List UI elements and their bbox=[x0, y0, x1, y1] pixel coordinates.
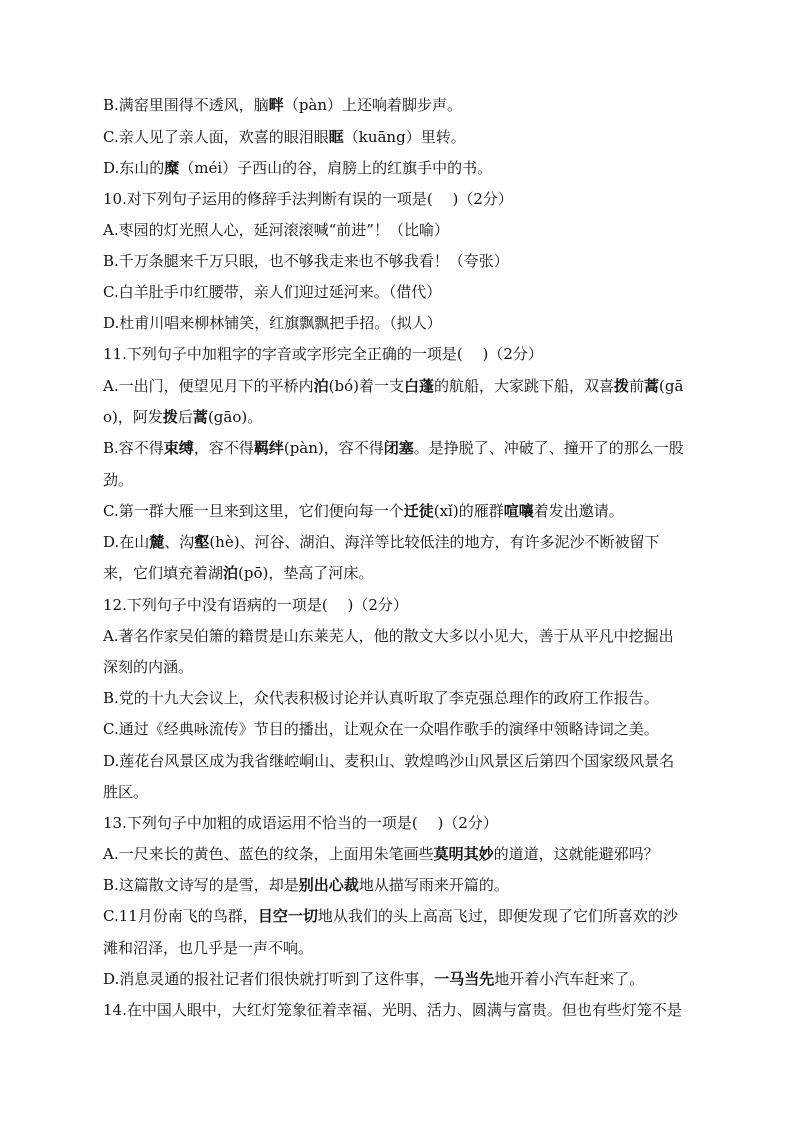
text-line: C.亲人见了亲人面，欢喜的眼泪眼眶（kuāng）里转。 bbox=[103, 128, 466, 146]
option-b-continued: 劲。 bbox=[103, 471, 134, 489]
text-line: B.满窑里围得不透风，脑畔（pàn）上还响着脚步声。 bbox=[103, 96, 463, 114]
option-d: D.杜甫川唱来柳林铺笑，红旗飘飘把手招。（拟人） bbox=[103, 314, 442, 332]
option-a: A.枣园的灯光照人心，延河滚滚喊“前进”！（比喻） bbox=[103, 221, 449, 239]
question-10-stem: 10.对下列句子运用的修辞手法判断有误的一项是( )（2分） bbox=[103, 190, 513, 208]
option-a: A.著名作家吴伯箫的籍贯是山东莱芜人，他的散文大多以小见大，善于从平凡中挖掘出 bbox=[103, 627, 674, 645]
question-11-stem: 11.下列句子中加粗字的字音或字形完全正确的一项是( )（2分） bbox=[103, 345, 543, 363]
text-line: D.东山的糜（méi）子西山的谷，肩膀上的红旗手中的书。 bbox=[103, 159, 493, 177]
option-a: A.一尺来长的黄色、蓝色的纹条，上面用朱笔画些莫明其妙的道道，这就能避邪吗？ bbox=[103, 845, 659, 863]
option-d: D.消息灵通的报社记者们很快就打听到了这件事，一马当先地开着小汽车赶来了。 bbox=[103, 970, 645, 988]
option-b: B.党的十九大会议上，众代表积极讨论并认真听取了李克强总理作的政府工作报告。 bbox=[103, 689, 659, 707]
question-12-stem: 12.下列句子中没有语病的一项是( )（2分） bbox=[103, 596, 408, 614]
option-b: B.这篇散文诗写的是雪，却是别出心裁地从描写雨来开篇的。 bbox=[103, 876, 509, 894]
option-a-continued: o)，阿发拨后蒿(gāo)。 bbox=[103, 408, 263, 426]
option-d-continued: 胜区。 bbox=[103, 783, 149, 801]
option-b: B.容不得束缚，容不得羁绊(pàn)，容不得闭塞。是挣脱了、冲破了、撞开了的那么一股 bbox=[103, 439, 684, 457]
option-a-continued: 深刻的内涵。 bbox=[103, 658, 194, 676]
option-c: C.第一群大雁一旦来到这里，它们便向每一个迁徒(xǐ)的雁群喧嚷着发出邀请。 bbox=[103, 502, 624, 520]
question-14-stem: 14.在中国人眼中，大红灯笼象征着幸福、光明、活力、圆满与富贵。但也有些灯笼不是 bbox=[103, 1001, 682, 1019]
option-d: D.莲花台风景区成为我省继崆峒山、麦积山、敦煌鸣沙山风景区后第四个国家级风景名 bbox=[103, 752, 675, 770]
option-c: C.白羊肚手巾红腰带，亲人们迎过延河来。（借代） bbox=[103, 283, 442, 301]
option-b: B.千万条腿来千万只眼，也不够我走来也不够我看！（夸张） bbox=[103, 252, 509, 270]
question-13-stem: 13.下列句子中加粗的成语运用不恰当的一项是( )（2分） bbox=[103, 814, 498, 832]
option-d-continued: 来，它们填充着湖泊(pō)，垫高了河床。 bbox=[103, 564, 374, 582]
option-d: D.在山麓、沟壑(hè)、河谷、湖泊、海洋等比较低洼的地方，有许多泥沙不断被留下 bbox=[103, 533, 660, 551]
option-c-continued: 滩和沼泽，也几乎是一声不响。 bbox=[103, 939, 314, 957]
option-a: A.一出门，便望见月下的平桥内泊(bó)着一支白蓬的航船，大家跳下船，双喜拨前蒿(gā bbox=[103, 377, 684, 395]
option-c: C.通过《经典咏流传》节目的播出，让观众在一众唱作歌手的演绎中领略诗词之美。 bbox=[103, 720, 659, 738]
option-c: C.11月份南飞的鸟群，目空一切地从我们的头上高高飞过，即便发现了它们所喜欢的沙 bbox=[103, 907, 678, 925]
